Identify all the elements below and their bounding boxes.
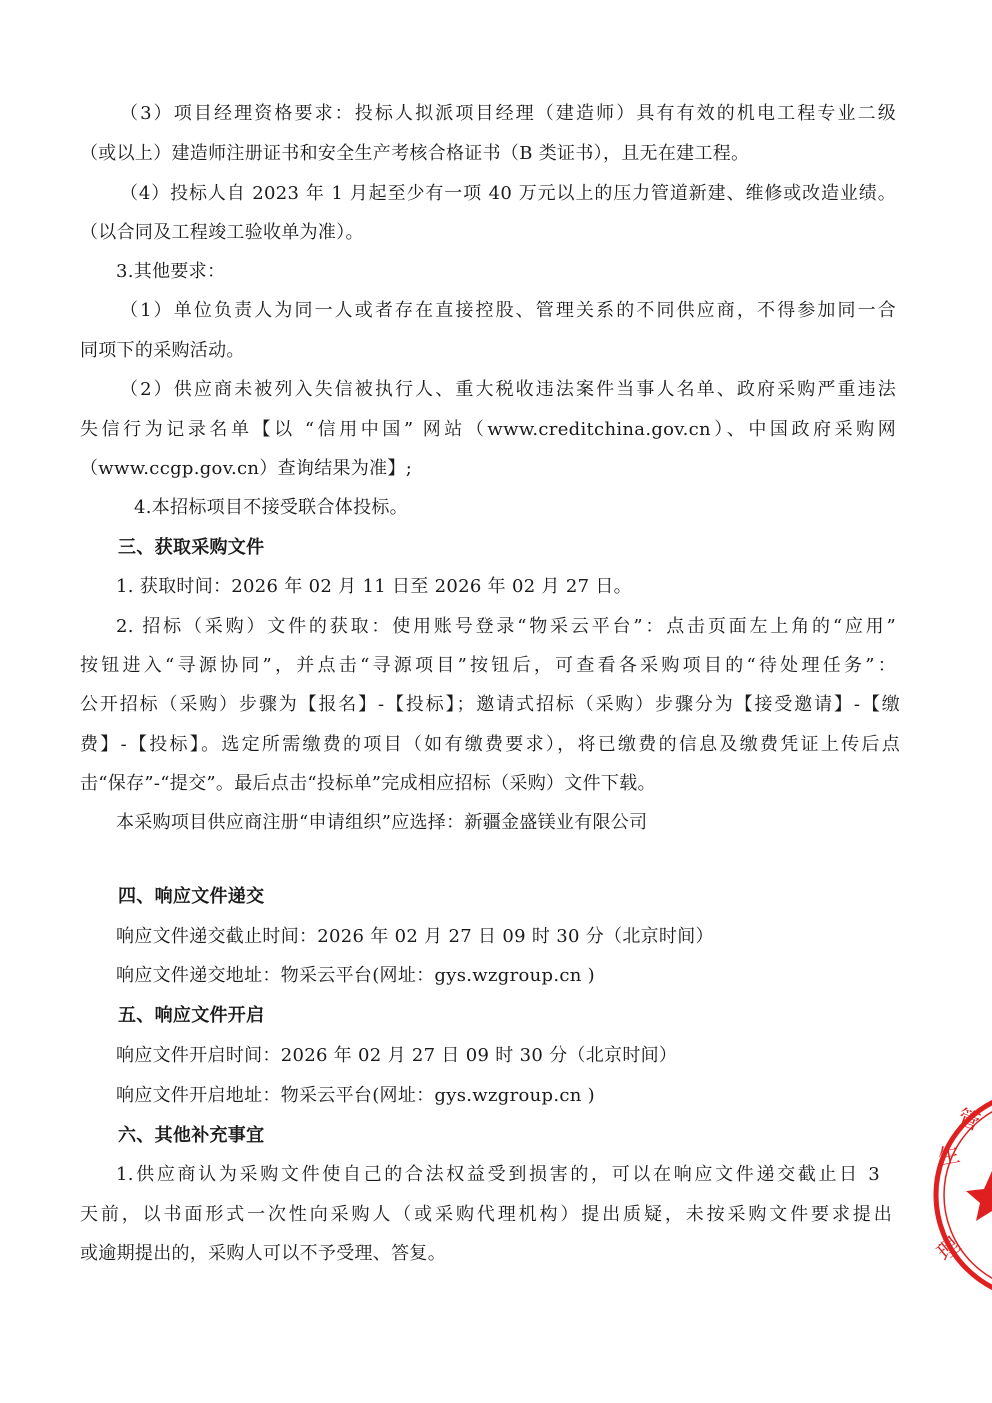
text-line: 响应文件开启地址：物采云平台(网址：gys.wzgroup.cn ) xyxy=(116,1085,595,1106)
text-line: 1. 获取时间：2026 年 02 月 11 日至 2026 年 02 月 27 日。 xyxy=(116,576,632,597)
text-line: 天前，以书面形式一次性向采购人（或采购代理机构）提出质疑，未按采购文件要求提出 xyxy=(80,1204,892,1225)
section-heading: 六、其他补充事宜 xyxy=(118,1125,265,1146)
text-line: （3）项目经理资格要求：投标人拟派项目经理（建造师）具有有效的机电工程专业二级 xyxy=(120,103,896,124)
text-line: 本采购项目供应商注册“申请组织”应选择：新疆金盛镁业有限公司 xyxy=(116,812,648,833)
text-line: 按钮进入“寻源协同”，并点击“寻源项目”按钮后，可查看各采购项目的“待处理任务”： xyxy=(80,655,896,676)
text-line: 费】-【投标】。选定所需缴费的项目（如有缴费要求），将已缴费的信息及缴费凭证上传后点 xyxy=(80,734,900,755)
text-line: （www.ccgp.gov.cn）查询结果为准】; xyxy=(80,458,413,479)
section-heading: 五、响应文件开启 xyxy=(118,1005,265,1026)
section-heading: 四、响应文件递交 xyxy=(118,886,265,907)
text-line: 1.供应商认为采购文件使自己的合法权益受到损害的，可以在响应文件递交截止日 3 xyxy=(116,1164,880,1185)
text-line: （2）供应商未被列入失信被执行人、重大税收违法案件当事人名单、政府采购严重违法 xyxy=(120,379,896,400)
text-line: 失信行为记录名单【以 “信用中国” 网站（www.creditchina.gov.cn）、中国政府采购网 xyxy=(80,419,896,440)
text-line: （或以上）建造师注册证书和安全生产考核合格证书（B 类证书），且无在建工程。 xyxy=(80,143,750,164)
text-line: （以合同及工程竣工验收单为准）。 xyxy=(80,222,364,243)
text-line: 2. 招标（采购）文件的获取：使用账号登录“物采云平台”：点击页面左上角的“应用” xyxy=(116,616,896,637)
seal-char: 理 xyxy=(931,1232,965,1266)
official-seal xyxy=(928,1085,992,1305)
text-line: 公开招标（采购）步骤为【报名】-【投标】；邀请式招标（采购）步骤分为【接受邀请】-【缴 xyxy=(80,694,900,715)
text-line: 3.其他要求： xyxy=(116,261,226,282)
text-line: 4.本招标项目不接受联合体投标。 xyxy=(134,497,408,518)
seal-char: 生 xyxy=(936,1141,963,1170)
text-line: 响应文件递交地址：物采云平台(网址：gys.wzgroup.cn ) xyxy=(116,965,595,986)
text-line: （1）单位负责人为同一人或者存在直接控股、管理关系的不同供应商，不得参加同一合 xyxy=(120,300,896,321)
text-line: 响应文件递交截止时间：2026 年 02 月 27 日 09 时 30 分（北京时间） xyxy=(116,926,714,947)
text-line: 击“保存”-“提交”。最后点击“投标单”完成相应招标（采购）文件下载。 xyxy=(80,773,656,794)
text-line: （4）投标人自 2023 年 1 月起至少有一项 40 万元以上的压力管道新建、维修或改造业绩。 xyxy=(120,183,896,204)
seal-star-icon xyxy=(966,1171,992,1221)
text-line: 或逾期提出的，采购人可以不予受理、答复。 xyxy=(80,1243,446,1264)
text-line: 响应文件开启时间：2026 年 02 月 27 日 09 时 30 分（北京时间） xyxy=(116,1045,678,1066)
section-heading: 三、获取采购文件 xyxy=(118,537,265,558)
text-line: 同项下的采购活动。 xyxy=(80,340,245,361)
seal-char: 管 xyxy=(954,1104,984,1136)
